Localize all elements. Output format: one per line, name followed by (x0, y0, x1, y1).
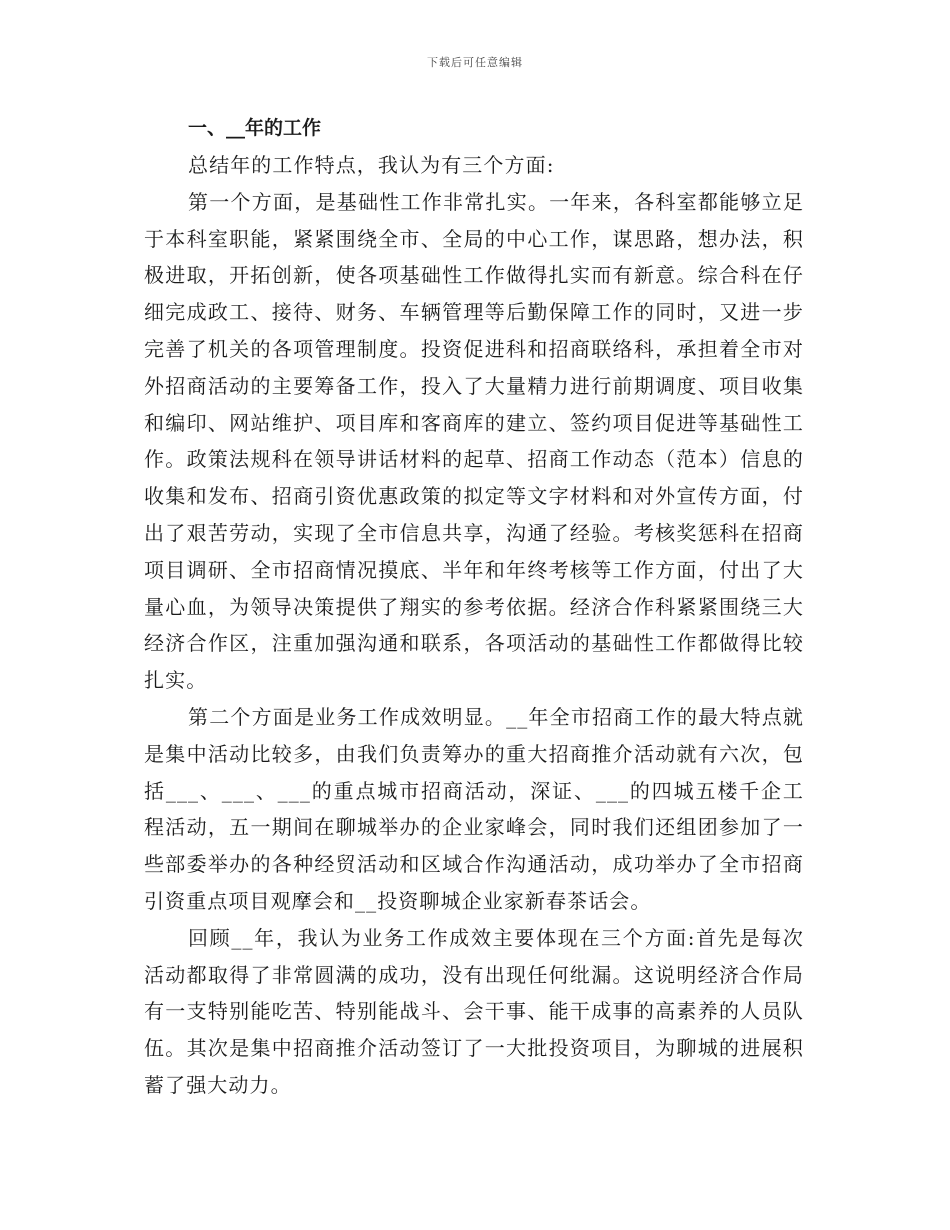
paragraph-first-aspect: 第一个方面，是基础性工作非常扎实。一年来，各科室都能够立足于本科室职能，紧紧围绕全市、全局的中心工作，谋思路，想办法，积极进取，开拓创新，使各项基础性工作做得扎实而有新意。综合科在仔细完成政工、接待、财务、车辆管理等后勤保障工作的同时，又进一步完善了机关的各项管理制度。投资促进科和招商联络科，承担着全市对外招商活动的主要筹备工作，投入了大量精力进行前期调度、项目收集和编印、网站维护、项目库和客商库的建立、签约项目促进等基础性工作。政策法规科在领导讲话材料的起草、招商工作动态（范本）信息的收集和发布、招商引资优惠政策的拟定等文字材料和对外宣传方面，付出了艰苦劳动，实现了全市信息共享，沟通了经验。考核奖惩科在招商项目调研、全市招商情况摸底、半年和年终考核等工作方面，付出了大量心血，为领导决策提供了翔实的参考依据。经济合作科紧紧围绕三大经济合作区，注重加强沟通和联系，各项活动的基础性工作都做得比较扎实。 (144, 189, 804, 693)
header-note: 下载后可任意编辑 (427, 56, 523, 69)
paragraph-second-aspect: 第二个方面是业务工作成效明显。__年全市招商工作的最大特点就是集中活动比较多，由我们负责筹办的重大招商推介活动就有六次，包括___、___、___的重点城市招商活动，深证、___的四城五楼千企工程活动，五一期间在聊城举办的企业家峰会，同时我们还组团参加了一些部委举办的各种经贸活动和区域合作沟通活动，成功举办了全市招商引资重点项目观摩会和__投资聊城企业家新春茶话会。 (144, 704, 804, 913)
paragraph-intro: 总结年的工作特点，我认为有三个方面: (188, 153, 555, 177)
paragraph-review: 回顾__年，我认为业务工作成效主要体现在三个方面:首先是每次活动都取得了非常圆满的成功，没有出现任何纰漏。这说明经济合作局有一支特别能吃苦、特别能战斗、会干事、能干成事的高素养的人员队伍。其次是集中招商推介活动签订了一大批投资项目，为聊城的进展积蓄了强大动力。 (144, 925, 804, 1097)
document-body (144, 110, 804, 1104)
section-heading: 一、__年的工作 (188, 117, 322, 139)
